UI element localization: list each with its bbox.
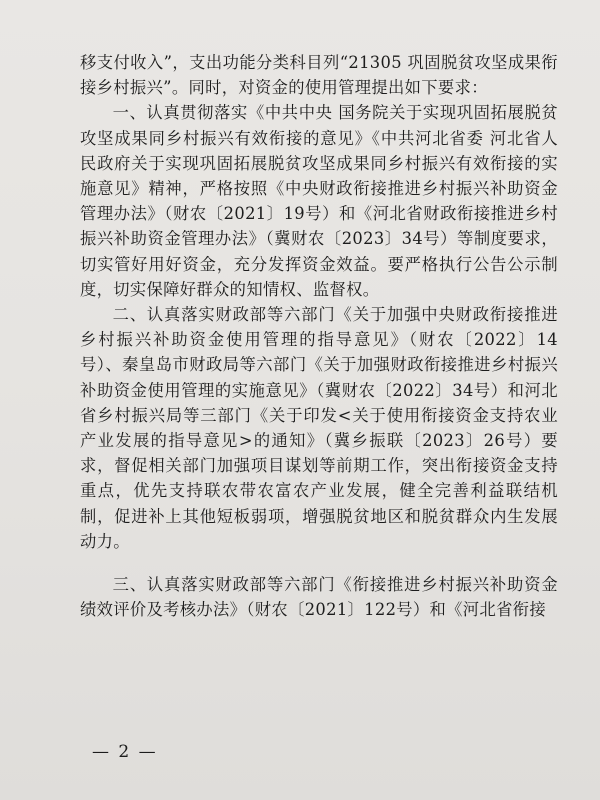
- paragraph-continued: 移支付收入”，支出功能分类科目列“21305 巩固脱贫攻坚成果衔接乡村振兴”。同时，对资金的使用管理提出如下要求：: [80, 53, 558, 98]
- paragraph-requirement-1: 一、认真贯彻落实《中共中央 国务院关于实现巩固拓展脱贫攻坚成果同乡村振兴有效衔接的意见》《中共河北省委 河北省人民政府关于实现巩固拓展脱贫攻坚成果同乡村振兴有效衔接的实施意见》精神，严格按照《中央财政衔接推进乡村振兴补助资金管理办法》（财农〔2021〕19号）和《河北省财政衔接推进乡村振兴补助资金管理办法》（冀财农〔2023〕34号）等制度要求，切实管好用好资金，充分发挥资金效益。要严格执行公告公示制度，切实保障好群众的知情权、监督权。: [80, 103, 558, 299]
- page-number: — 2 —: [92, 742, 158, 762]
- paragraph-requirement-2: 二、认真落实财政部等六部门《关于加强中央财政衔接推进乡村振兴补助资金使用管理的指导意见》（财农〔2022〕14号）、秦皇岛市财政局等六部门《关于加强财政衔接推进乡村振兴补助资金使用管理的实施意见》（冀财农〔2022〕34号）和河北省乡村振兴局等三部门《关于印发<关于使用衔接资金支持农业产业发展的指导意见>的通知》（冀乡振联〔2023〕26号）要求，督促相关部门加强项目谋划等前期工作，突出衔接资金支持重点，优先支持联农带农富农产业发展，健全完善利益联结机制，促进补上其他短板弱项，增强脱贫地区和脱贫群众内生发展动力。: [80, 305, 558, 551]
- body-text: [80, 50, 558, 622]
- paragraph-requirement-3: 三、认真落实财政部等六部门《衔接推进乡村振兴补助资金绩效评价及考核办法》（财农〔2021〕122号）和《河北省衔接: [80, 575, 558, 620]
